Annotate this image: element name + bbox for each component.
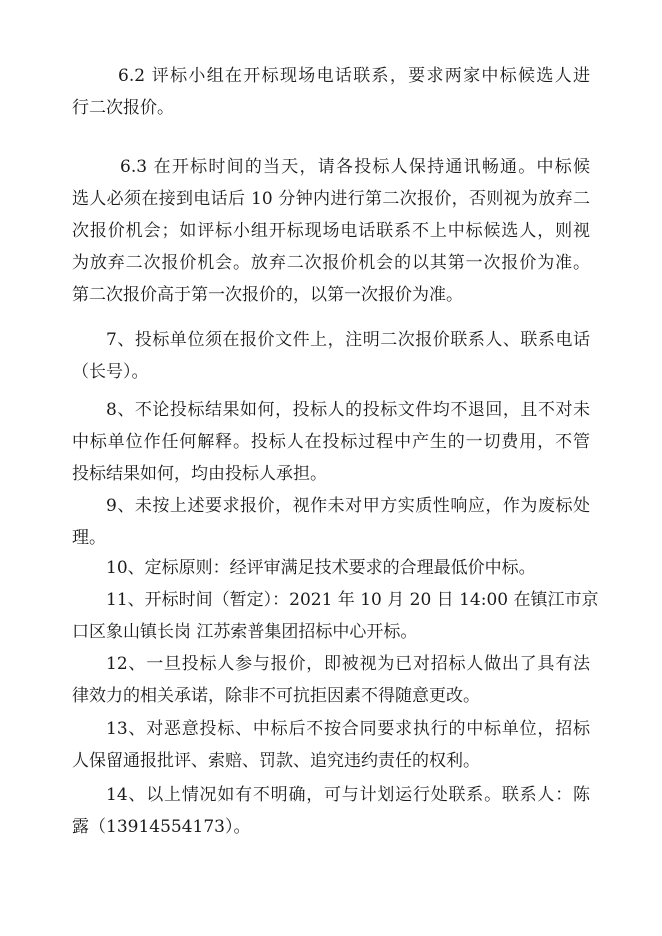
text-line: 投标结果如何，均由投标人承担。: [72, 464, 327, 484]
text-line: 中标单位作任何解释。投标人在投标过程中产生的一切费用，不管: [72, 432, 590, 452]
paragraph-10: [72, 552, 590, 584]
text-line: 理。: [72, 528, 106, 548]
text-line: 口区象山镇长岗 江苏索普集团招标中心开标。: [72, 622, 418, 642]
paragraph-9: [72, 490, 590, 554]
paragraph-7: [72, 324, 590, 388]
paragraph-14: [72, 779, 590, 843]
paragraph-13: [72, 713, 590, 777]
text-line: 9、未按上述要求报价，视作未对甲方实质性响应，作为废标处: [106, 496, 590, 516]
paragraph-6-3: [72, 151, 590, 311]
text-line: 6.2 评标小组在开标现场电话联系，要求两家中标候选人进: [118, 66, 590, 86]
text-line: 14、以上情况如有不明确，可与计划运行处联系。联系人：陈: [106, 785, 590, 805]
text-line: 11、开标时间（暂定）：2021 年 10 月 20 日 14:00 在镇江市京: [106, 590, 599, 610]
paragraph-12: [72, 648, 590, 712]
text-line: （长号）。: [72, 362, 149, 382]
text-line: 13、对恶意投标、中标后不按合同要求执行的中标单位，招标: [106, 719, 590, 739]
text-line: 次报价机会；如评标小组开标现场电话联系不上中标候选人，则视: [72, 221, 590, 241]
text-line: 行二次报价。: [72, 98, 174, 118]
text-line: 7、投标单位须在报价文件上，注明二次报价联系人、联系电话: [106, 330, 590, 350]
text-line: 8、不论投标结果如何，投标人的投标文件均不退回，且不对未: [106, 400, 590, 420]
text-line: 第二次报价高于第一次报价的，以第一次报价为准。: [72, 285, 463, 305]
paragraph-11: [72, 584, 599, 648]
text-line: 露（13914554173）。: [72, 817, 251, 837]
text-line: 10、定标原则：经评审满足技术要求的合理最低价中标。: [106, 558, 536, 578]
text-line: 选人必须在接到电话后 10 分钟内进行第二次报价，否则视为放弃二: [72, 189, 590, 209]
text-line: 律效力的相关承诺，除非不可抗拒因素不得随意更改。: [72, 686, 480, 706]
paragraph-6-2: [72, 60, 590, 124]
text-line: 12、一旦投标人参与报价，即被视为已对招标人做出了具有法: [106, 654, 590, 674]
text-line: 6.3 在开标时间的当天，请各投标人保持通讯畅通。中标候: [120, 157, 590, 177]
text-line: 为放弃二次报价机会。放弃二次报价机会的以其第一次报价为准。: [72, 253, 590, 273]
text-line: 人保留通报批评、索赔、罚款、追究违约责任的权利。: [72, 751, 480, 771]
paragraph-8: [72, 394, 590, 490]
